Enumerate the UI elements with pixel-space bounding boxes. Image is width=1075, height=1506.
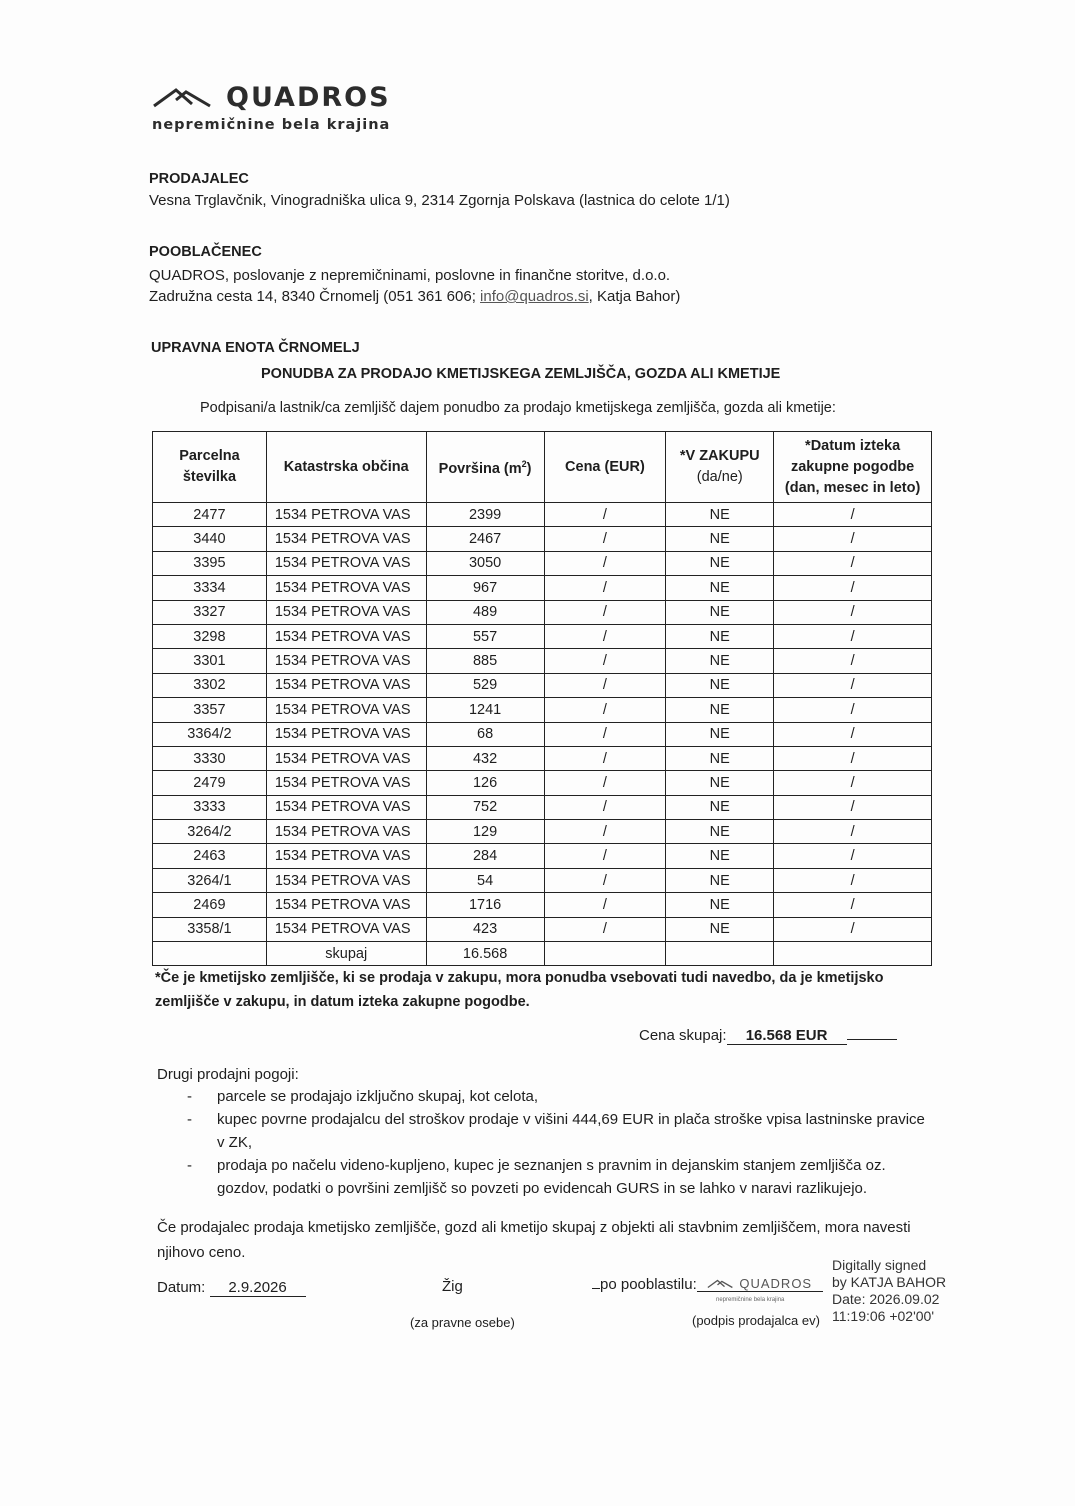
table-row <box>153 624 932 648</box>
parcel-area: 967 <box>426 576 544 600</box>
parcel-area: 1716 <box>426 893 544 917</box>
signature-stamp <box>697 1276 823 1292</box>
cadastral-municipality: 1534 PETROVA VAS <box>266 820 426 844</box>
parcel-lease: NE <box>666 576 774 600</box>
parcel-lease: NE <box>666 868 774 892</box>
terms-list <box>157 1085 927 1200</box>
col-area: Površina $(m^2)$ <box>426 432 544 503</box>
cadastral-municipality: 1534 PETROVA VAS <box>266 722 426 746</box>
parcel-price: / <box>544 600 666 624</box>
cadastral-municipality: 1534 PETROVA VAS <box>266 576 426 600</box>
parcel-price: / <box>544 844 666 868</box>
parcel-price: / <box>544 820 666 844</box>
table-row <box>153 771 932 795</box>
logo-name: QUADROS <box>226 82 391 113</box>
parcel-lease-end-date: / <box>774 868 932 892</box>
parcel-price: / <box>544 795 666 819</box>
parcel-lease: NE <box>666 820 774 844</box>
parcel-lease: NE <box>666 527 774 551</box>
parcel-lease-end-date: / <box>774 844 932 868</box>
table-header-row <box>153 432 932 503</box>
parcel-lease-end-date: / <box>774 600 932 624</box>
parcel-lease: NE <box>666 503 774 527</box>
cadastral-municipality: 1534 PETROVA VAS <box>266 600 426 624</box>
parcel-number: 3330 <box>153 746 267 770</box>
parcel-lease: NE <box>666 771 774 795</box>
parcel-lease-end-date: / <box>774 746 932 770</box>
parcel-lease-end-date: / <box>774 795 932 819</box>
table-row <box>153 649 932 673</box>
company-logo <box>152 82 391 133</box>
table-row <box>153 576 932 600</box>
digital-signature-time: 11:19:06 +02'00' <box>832 1308 935 1324</box>
table-row <box>153 868 932 892</box>
cadastral-municipality: 1534 PETROVA VAS <box>266 503 426 527</box>
parcel-number: 2463 <box>153 844 267 868</box>
parcel-area: 3050 <box>426 551 544 575</box>
table-row <box>153 600 932 624</box>
parcel-price: / <box>544 917 666 941</box>
table-row <box>153 722 932 746</box>
terms-heading: Drugi prodajni pogoji: <box>157 1066 299 1083</box>
lease-note: *Če je kmetijsko zemljišče, ki se prodaja v zakupu, mora ponudba vsebovati tudi navedbo, da je kmetijsko zemljišče v zakupu, in datum izteka zakupne pogodbe. <box>155 970 884 1010</box>
cadastral-municipality: 1534 PETROVA VAS <box>266 673 426 697</box>
parcel-lease-end-date: / <box>774 527 932 551</box>
office-heading: UPRAVNA ENOTA ČRNOMELJ <box>151 340 360 356</box>
seller-heading: PRODAJALEC <box>149 171 249 187</box>
parcel-lease: NE <box>666 917 774 941</box>
agent-contact: , Katja Bahor) <box>588 288 681 305</box>
parcel-price: / <box>544 771 666 795</box>
parcel-lease-end-date: / <box>774 771 932 795</box>
parcel-number: 3333 <box>153 795 267 819</box>
parcel-lease: NE <box>666 600 774 624</box>
price-total-label: Cena skupaj: <box>639 1027 727 1044</box>
parcel-area: 126 <box>426 771 544 795</box>
stamp-roof-icon <box>707 1278 735 1290</box>
parcel-area: 2467 <box>426 527 544 551</box>
agent-heading: POOBLAČENEC <box>149 244 262 260</box>
parcel-price: / <box>544 649 666 673</box>
parcel-number: 2479 <box>153 771 267 795</box>
parcel-number: 3358/1 <box>153 917 267 941</box>
parcel-price: / <box>544 746 666 770</box>
cadastral-municipality: 1534 PETROVA VAS <box>266 868 426 892</box>
parcel-number: 3357 <box>153 698 267 722</box>
cadastral-municipality: 1534 PETROVA VAS <box>266 698 426 722</box>
document-title: PONUDBA ZA PRODAJO KMETIJSKEGA ZEMLJIŠČA, GOZDA ALI KMETIJE <box>261 366 781 382</box>
digital-signature-line: Digitally signed <box>832 1257 927 1273</box>
parcel-lease-end-date: / <box>774 893 932 917</box>
price-total <box>639 1027 897 1045</box>
cadastral-municipality: 1534 PETROVA VAS <box>266 746 426 770</box>
parcel-lease: NE <box>666 624 774 648</box>
table-row <box>153 698 932 722</box>
terms-item: - parcele se prodajajo izključno skupaj, kot celota, <box>157 1085 927 1108</box>
table-row <box>153 893 932 917</box>
parcel-lease-end-date: / <box>774 551 932 575</box>
logo-tagline: nepremičnine bela krajina <box>152 117 391 133</box>
parcel-lease-end-date: / <box>774 649 932 673</box>
signature-note: (podpis prodajalca ev) <box>692 1313 820 1328</box>
parcel-number: 3264/2 <box>153 820 267 844</box>
digital-signature <box>832 1257 946 1325</box>
agent-email-link[interactable]: info@quadros.si <box>480 288 589 305</box>
parcel-lease-end-date: / <box>774 503 932 527</box>
agent-line2 <box>149 288 680 305</box>
parcel-lease-end-date: / <box>774 698 932 722</box>
table-row <box>153 844 932 868</box>
intro-text: Podpisani/a lastnik/ca zemljišč dajem ponudbo za prodajo kmetijskega zemljišča, gozda ali kmetije: <box>200 400 836 416</box>
parcel-lease: NE <box>666 551 774 575</box>
parcel-area: 423 <box>426 917 544 941</box>
date-label: Datum: <box>157 1279 206 1296</box>
terms-item: - kupec povrne prodajalcu del stroškov prodaje v višini 444,69 EUR in plača stroške vpisa lastninske pravice v ZK, <box>157 1108 927 1154</box>
parcel-number: 3440 <box>153 527 267 551</box>
roof-logo-icon <box>152 86 216 110</box>
parcel-lease: NE <box>666 722 774 746</box>
seal-note: (za pravne osebe) <box>410 1315 515 1330</box>
parcel-number: 3364/2 <box>153 722 267 746</box>
cadastral-municipality: 1534 PETROVA VAS <box>266 527 426 551</box>
col-parcel: Parcelna številka <box>153 432 267 503</box>
parcel-area: 2399 <box>426 503 544 527</box>
cadastral-municipality: 1534 PETROVA VAS <box>266 649 426 673</box>
table-row <box>153 795 932 819</box>
parcel-price: / <box>544 673 666 697</box>
parcel-number: 2469 <box>153 893 267 917</box>
parcel-area: 752 <box>426 795 544 819</box>
cadastral-municipality: 1534 PETROVA VAS <box>266 795 426 819</box>
parcel-lease-end-date: / <box>774 820 932 844</box>
digital-signature-signer: by KATJA BAHOR <box>832 1274 947 1290</box>
table-total-row <box>153 942 932 966</box>
table-row <box>153 551 932 575</box>
parcel-area: 432 <box>426 746 544 770</box>
parcel-price: / <box>544 722 666 746</box>
cadastral-municipality: 1534 PETROVA VAS <box>266 771 426 795</box>
parcel-area: 529 <box>426 673 544 697</box>
parcel-lease: NE <box>666 893 774 917</box>
stamp-tagline: nepremičnine bela krajina <box>716 1297 785 1303</box>
col-municipality: Katastrska občina <box>266 432 426 503</box>
parcel-lease-end-date: / <box>774 917 932 941</box>
parcel-price: / <box>544 551 666 575</box>
terms-item: - prodaja po načelu videno-kupljeno, kupec je seznanjen s pravnim in dejanskim stanjem zemljišča oz. gozdov, podatki o površini zemljišč so povzeti po evidencah GURS in se lahko v naravi razlikujejo. <box>157 1154 927 1200</box>
parcel-lease-end-date: / <box>774 576 932 600</box>
digital-signature-date: Date: 2026.09.02 <box>832 1291 940 1307</box>
parcel-lease-end-date: / <box>774 722 932 746</box>
cadastral-municipality: 1534 PETROVA VAS <box>266 624 426 648</box>
total-area: 16.568 <box>426 942 544 966</box>
table-row <box>153 673 932 697</box>
table-row <box>153 527 932 551</box>
parcel-number: 3395 <box>153 551 267 575</box>
parcel-number: 3334 <box>153 576 267 600</box>
parcel-number: 3298 <box>153 624 267 648</box>
price-total-value: 16.568 EUR <box>727 1027 847 1045</box>
agent-line1: QUADROS, poslovanje z nepremičninami, poslovne in finančne storitve, d.o.o. <box>149 267 671 284</box>
parcel-price: / <box>544 868 666 892</box>
table-row <box>153 503 932 527</box>
parcel-price: / <box>544 624 666 648</box>
parcel-area: 68 <box>426 722 544 746</box>
total-label: skupaj <box>266 942 426 966</box>
parcel-area: 489 <box>426 600 544 624</box>
objects-note: Če prodajalec prodaja kmetijsko zemljišče, gozd ali kmetijo skupaj z objekti ali stavbnim zemljiščem, mora navesti njihovo ceno. <box>157 1219 911 1261</box>
parcel-lease: NE <box>666 673 774 697</box>
seller-text: Vesna Trglavčnik, Vinogradniška ulica 9, 2314 Zgornja Polskava (lastnica do celote 1/1) <box>149 192 730 209</box>
stamp-name: QUADROS <box>739 1276 813 1291</box>
table-row <box>153 820 932 844</box>
parcel-price: / <box>544 698 666 722</box>
parcels-table <box>152 431 932 966</box>
parcel-price: / <box>544 503 666 527</box>
parcel-lease: NE <box>666 844 774 868</box>
agent-address: Zadružna cesta 14, 8340 Črnomelj (051 361 606; <box>149 288 481 305</box>
col-lease-end-date: *Datum izteka zakupne pogodbe (dan, mesec in leto) <box>774 432 932 503</box>
col-lease: *V ZAKUPU (da/ne) <box>666 432 774 503</box>
col-price: Cena (EUR) <box>544 432 666 503</box>
date-value: 2.9.2026 <box>210 1279 306 1297</box>
parcel-area: 129 <box>426 820 544 844</box>
parcel-number: 3264/1 <box>153 868 267 892</box>
parcel-lease: NE <box>666 746 774 770</box>
parcel-number: 3302 <box>153 673 267 697</box>
cadastral-municipality: 1534 PETROVA VAS <box>266 844 426 868</box>
parcel-number: 3327 <box>153 600 267 624</box>
table-row <box>153 917 932 941</box>
parcel-lease: NE <box>666 698 774 722</box>
parcel-number: 3301 <box>153 649 267 673</box>
table-row <box>153 746 932 770</box>
seal-label: Žig <box>442 1278 463 1295</box>
parcel-lease-end-date: / <box>774 624 932 648</box>
parcel-lease: NE <box>666 795 774 819</box>
cadastral-municipality: 1534 PETROVA VAS <box>266 551 426 575</box>
parcel-lease: NE <box>666 649 774 673</box>
cadastral-municipality: 1534 PETROVA VAS <box>266 917 426 941</box>
parcel-area: 284 <box>426 844 544 868</box>
parcel-area: 1241 <box>426 698 544 722</box>
parcel-area: 557 <box>426 624 544 648</box>
date-field <box>157 1279 306 1297</box>
cadastral-municipality: 1534 PETROVA VAS <box>266 893 426 917</box>
parcel-area: 54 <box>426 868 544 892</box>
signature-field <box>592 1276 823 1293</box>
signature-label: po pooblastilu: <box>600 1276 697 1293</box>
parcel-area: 885 <box>426 649 544 673</box>
parcel-price: / <box>544 576 666 600</box>
parcel-lease-end-date: / <box>774 673 932 697</box>
parcel-price: / <box>544 527 666 551</box>
parcel-number: 2477 <box>153 503 267 527</box>
parcel-price: / <box>544 893 666 917</box>
